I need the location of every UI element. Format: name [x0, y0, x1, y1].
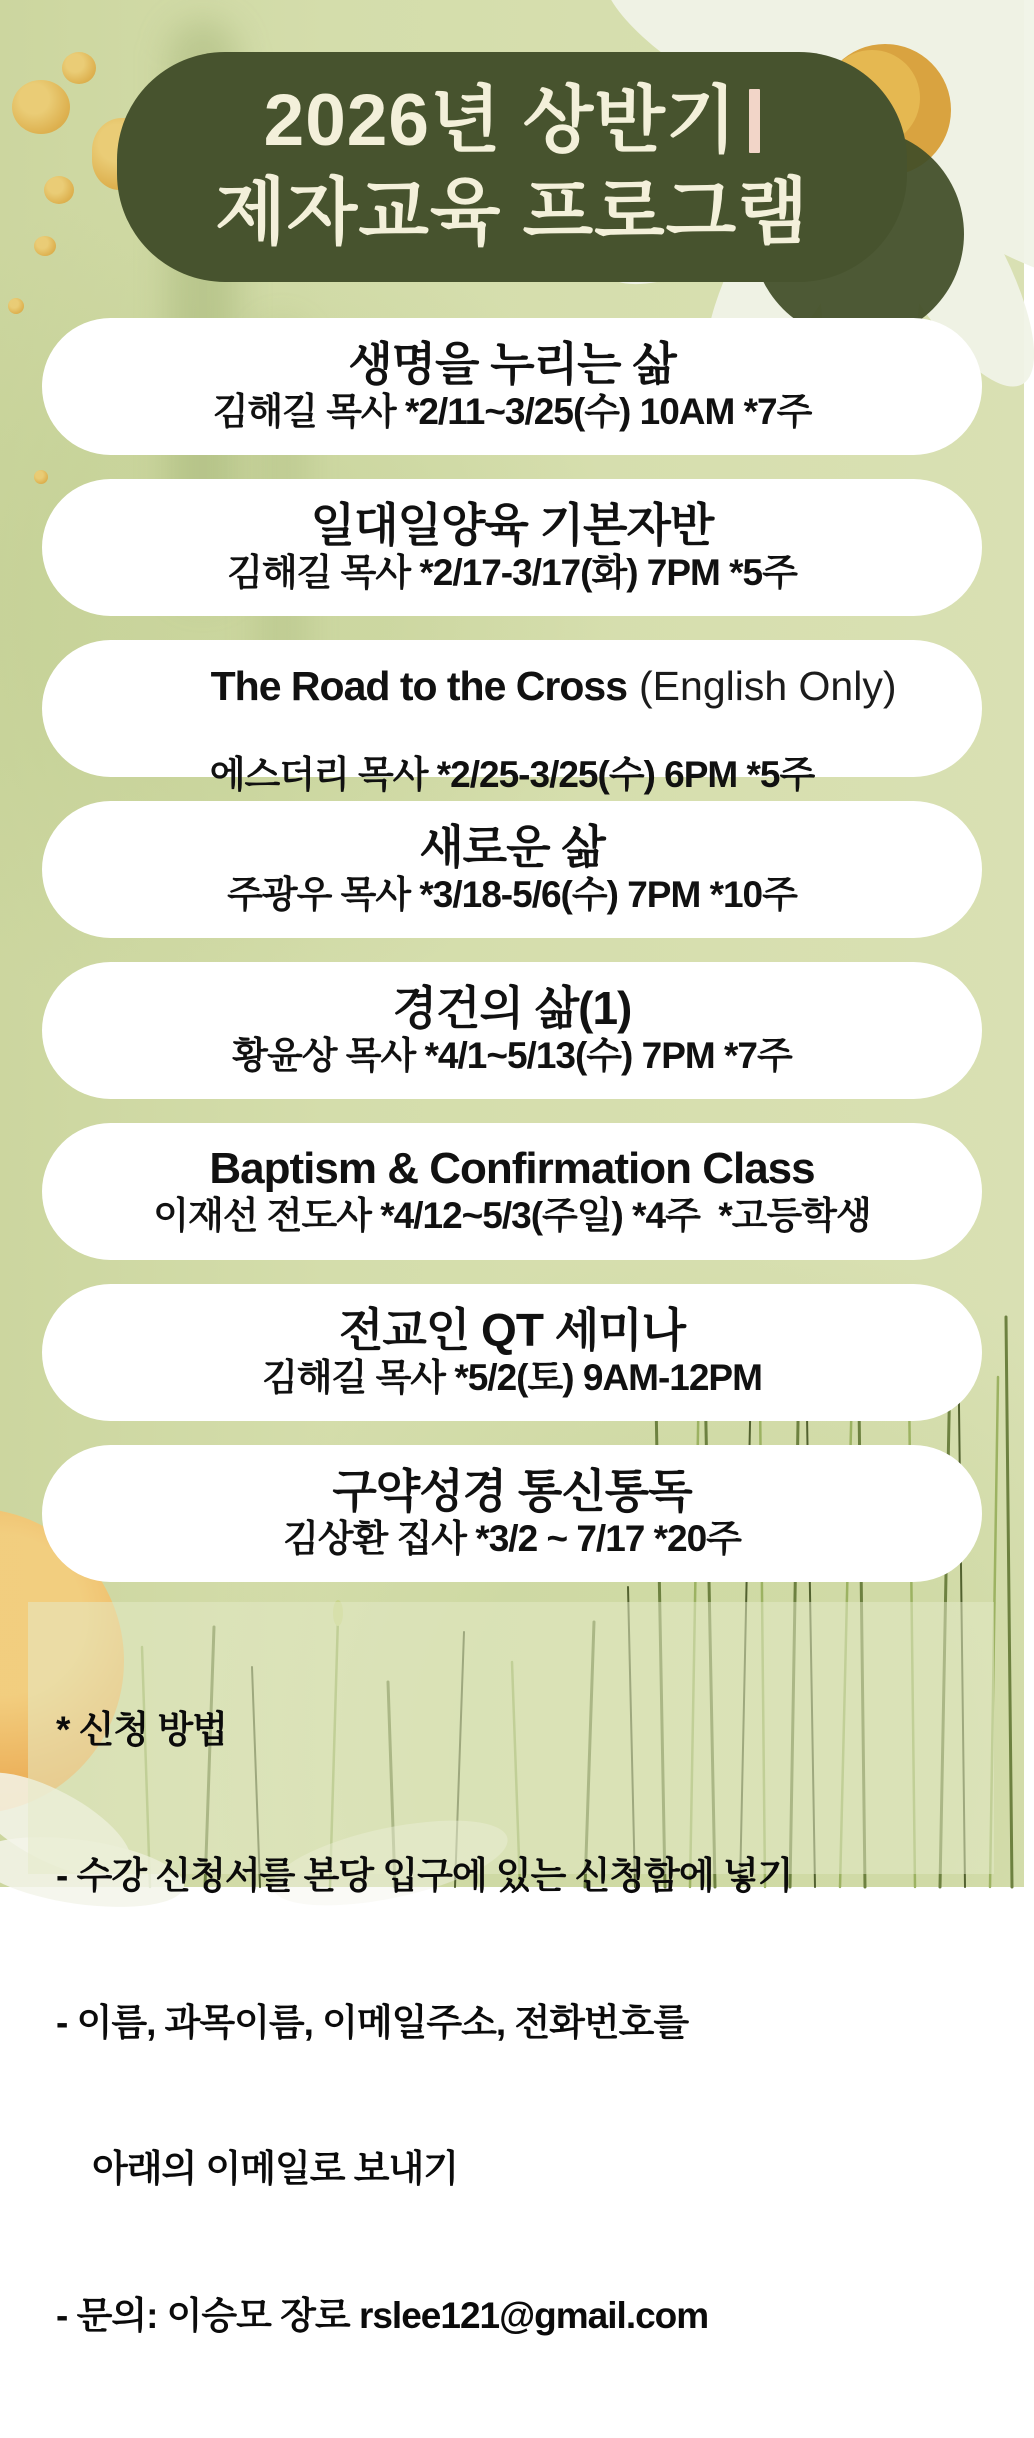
program-title-suffix: (English Only) — [639, 662, 897, 709]
program-card — [42, 479, 982, 616]
poster-title-line1-text: 2026년 상반기 — [263, 79, 738, 161]
program-details: 주광우 목사 *3/18-5/6(수) 7PM *10주 — [227, 874, 797, 916]
program-card — [42, 1284, 982, 1421]
program-card — [42, 640, 982, 795]
program-title: 일대일양육 기본자반 — [310, 499, 714, 551]
program-title: Baptism & Confirmation Class — [209, 1144, 815, 1194]
gold-splatter-decoration — [34, 236, 56, 256]
program-title: 새로운 삶 — [419, 821, 605, 873]
program-details: 황윤상 목사 *4/1~5/13(수) 7PM *7주 — [232, 1035, 792, 1077]
instructions-line: - 수강 신청서를 본당 입구에 있는 신청함에 넣기 — [56, 1855, 793, 1897]
instructions-line: 아래의 이메일로 보내기 — [92, 2148, 458, 2190]
program-card — [42, 1445, 982, 1582]
program-card — [42, 318, 982, 455]
poster-title-line2 — [215, 170, 808, 256]
gold-splatter-decoration — [44, 176, 74, 204]
program-details: 김상환 집사 *3/2 ~ 7/17 *20주 — [283, 1518, 741, 1560]
program-card — [42, 801, 982, 938]
cursor-bar-decoration — [749, 89, 760, 153]
program-details: 김해길 목사 *2/11~3/25(수) 10AM *7주 — [212, 391, 812, 433]
instructions-contact-line: - 문의: 이승모 장로 rslee121@gmail.com — [56, 2294, 709, 2336]
program-title: 전교인 QT 세미나 — [338, 1304, 686, 1356]
instructions-heading: * 신청 방법 — [56, 1708, 227, 1750]
program-details: 김해길 목사 *2/17-3/17(화) 7PM *5주 — [227, 552, 797, 594]
program-title: 경건의 삶(1) — [392, 982, 632, 1034]
program-list — [42, 318, 982, 1582]
poster-title-line2-text: 제자교육 프로그램 — [215, 172, 809, 253]
instructions-section — [56, 1608, 986, 2438]
program-title-main: The Road to the Cross — [210, 662, 628, 709]
program-details: 이재선 전도사 *4/12~5/3(주일) *4주 *고등학생 — [153, 1195, 871, 1237]
program-details: 김해길 목사 *5/2(토) 9AM-12PM — [262, 1357, 762, 1399]
poster-title-line1 — [264, 78, 761, 164]
program-title: 구약성경 통신통독 — [332, 1465, 692, 1517]
program-card — [42, 962, 982, 1099]
program-title — [128, 622, 897, 751]
program-card — [42, 1123, 982, 1260]
gold-splatter-decoration — [8, 298, 24, 314]
poster-title-banner — [117, 52, 907, 282]
program-title: 생명을 누리는 삶 — [348, 338, 676, 390]
gold-splatter-decoration — [12, 80, 70, 134]
program-details: 에스더리 목사 *2/25-3/25(수) 6PM *5주 — [209, 753, 815, 795]
gold-splatter-decoration — [62, 52, 96, 84]
instructions-line: - 이름, 과목이름, 이메일주소, 전화번호를 — [56, 2001, 689, 2043]
